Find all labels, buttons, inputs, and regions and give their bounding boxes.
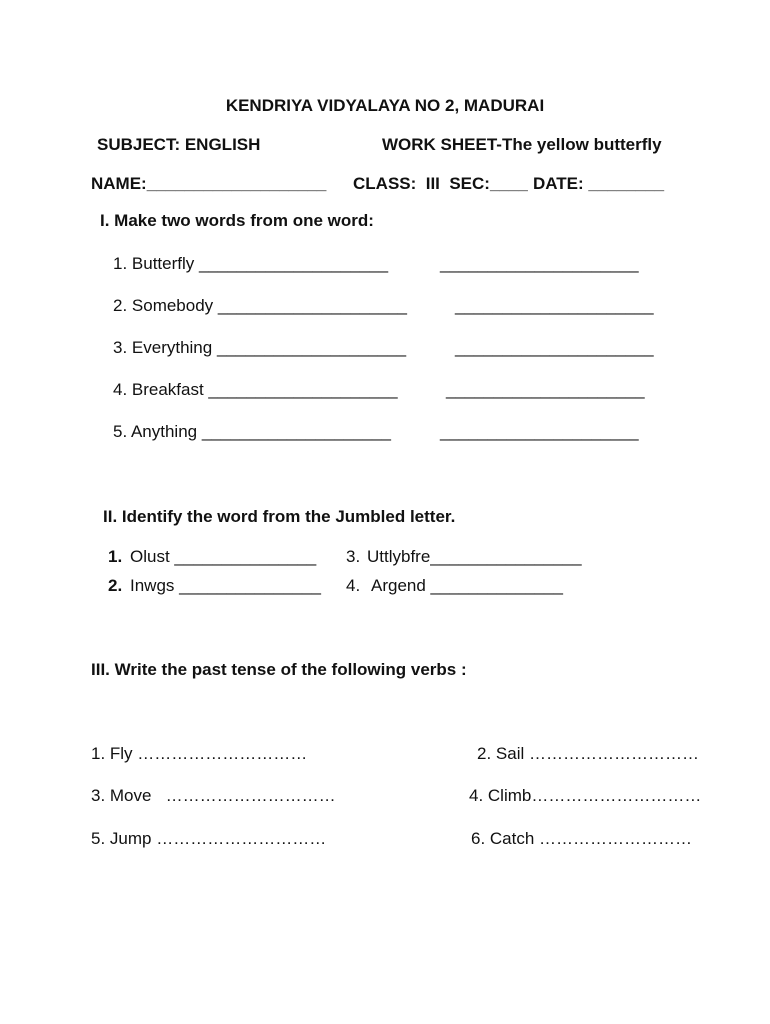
verb-item-climb: 4. Climb………………………… bbox=[469, 786, 702, 805]
worksheet-title: WORK SHEET-The yellow butterfly bbox=[382, 135, 662, 154]
jumble-item-4-number: 4. bbox=[346, 576, 361, 595]
subject-label: SUBJECT: ENGLISH bbox=[97, 135, 261, 154]
verb-item-fly: 1. Fly ………………………… bbox=[91, 744, 308, 763]
section1-item-2-right: _____________________ bbox=[455, 296, 654, 315]
section3-heading: III. Write the past tense of the following verbs : bbox=[91, 660, 467, 679]
section1-item-4-right: _____________________ bbox=[446, 380, 645, 399]
verb-item-jump: 5. Jump ………………………… bbox=[91, 829, 327, 848]
verb-item-catch: 6. Catch ……………………… bbox=[471, 829, 693, 848]
section1-item-1-left: 1. Butterfly ____________________ bbox=[113, 254, 389, 273]
section1-item-1-right: _____________________ bbox=[440, 254, 639, 273]
section1-item-3-left: 3. Everything ____________________ bbox=[113, 338, 407, 357]
jumble-item-1-text: Olust _______________ bbox=[130, 547, 317, 566]
section1-item-5-right: _____________________ bbox=[440, 422, 639, 441]
section1-heading: I. Make two words from one word: bbox=[100, 211, 374, 230]
verb-item-move: 3. Move ………………………… bbox=[91, 786, 336, 805]
section1-item-2-left: 2. Somebody ____________________ bbox=[113, 296, 407, 315]
verb-item-sail: 2. Sail ………………………… bbox=[477, 744, 699, 763]
jumble-item-3-text: Uttlybfre________________ bbox=[367, 547, 582, 566]
date-field: DATE: ________ bbox=[533, 174, 665, 193]
jumble-item-2-number: 2. bbox=[108, 576, 123, 595]
section1-item-3-right: _____________________ bbox=[455, 338, 654, 357]
section1-item-4-left: 4. Breakfast ____________________ bbox=[113, 380, 398, 399]
name-field: NAME:___________________ bbox=[91, 174, 327, 193]
jumble-item-4-text: Argend ______________ bbox=[371, 576, 563, 595]
section2-heading: II. Identify the word from the Jumbled letter. bbox=[103, 507, 456, 526]
jumble-item-2-text: Inwgs _______________ bbox=[130, 576, 321, 595]
jumble-item-1-number: 1. bbox=[108, 547, 123, 566]
class-section-field: CLASS: III SEC:____ bbox=[353, 174, 528, 193]
jumble-item-3-number: 3. bbox=[346, 547, 361, 566]
section1-item-5-left: 5. Anything ____________________ bbox=[113, 422, 391, 441]
school-title: KENDRIYA VIDYALAYA NO 2, MADURAI bbox=[225, 96, 545, 115]
